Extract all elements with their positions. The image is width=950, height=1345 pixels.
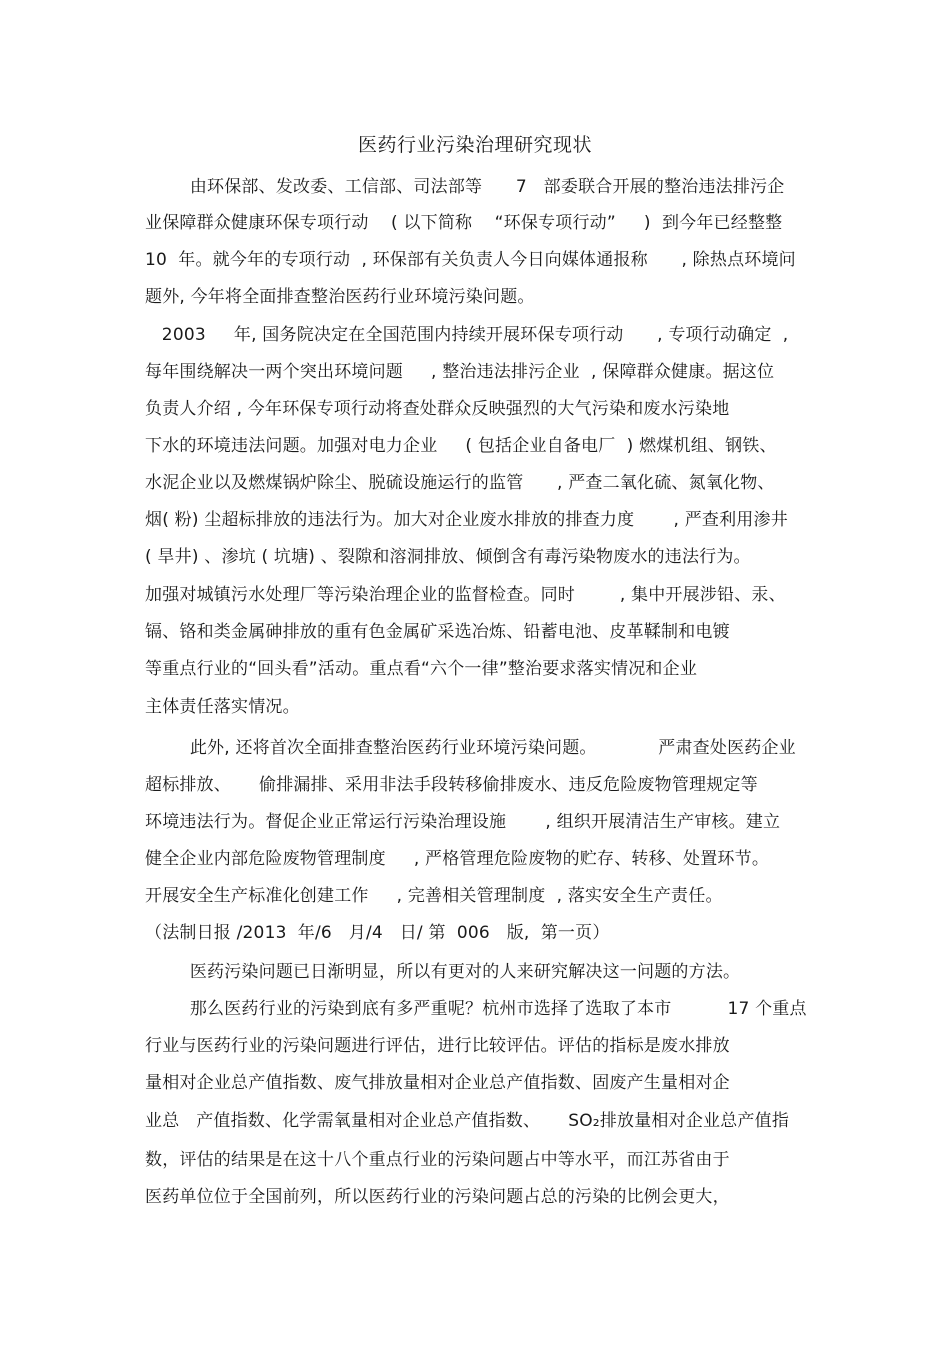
citation: （法制日报 /2013 年/6 月/4 日/ 第 006 版, 第一页） <box>145 923 610 943</box>
text-line: 业总 产值指数、化学需氧量相对企业总产值指数、 SO₂排放量相对企业总产值指 <box>145 1111 790 1131</box>
text-line: 环境违法行为。督促企业正常运行污染治理设施 , 组织开展清洁生产审核。建立 <box>145 812 781 832</box>
text-line: 超标排放、 偷排漏排、采用非法手段转移偷排废水、违反危险废物管理规定等 <box>145 775 758 795</box>
text-line: 10 年。就今年的专项行动 , 环保部有关负责人今日向媒体通报称 , 除热点环境问 <box>145 250 796 270</box>
text-line: 等重点行业的“回头看”活动。重点看“六个一律”整治要求落实情况和企业 <box>145 659 698 679</box>
text-line: 医药单位位于全国前列，所以医药行业的污染问题占总的污染的比例会更大， <box>145 1187 730 1207</box>
text-line: 那么医药行业的污染到底有多严重呢？杭州市选择了选取了本市 17 个重点 <box>145 999 807 1019</box>
text-line: 水泥企业以及燃煤锅炉除尘、脱硫设施运行的监管 , 严查二氧化硫、氮氧化物、 <box>145 473 775 493</box>
text-line: 2003 年, 国务院决定在全国范围内持续开展环保专项行动 , 专项行动确定 , <box>145 325 789 345</box>
text-line: 烟( 粉) 尘超标排放的违法行为。加大对企业废水排放的排查力度 , 严查利用渗井 <box>145 510 788 530</box>
text-line: 下水的环境违法问题。加强对电力企业 ( 包括企业自备电厂 ) 燃煤机组、钢铁、 <box>145 436 777 456</box>
text-line: 由环保部、发改委、工信部、司法部等 7 部委联合开展的整治违法排污企 <box>145 177 785 197</box>
text-line: 加强对城镇污水处理厂等污染治理企业的监督检查。同时 , 集中开展涉铅、汞、 <box>145 585 786 605</box>
text-line: 行业与医药行业的污染问题进行评估，进行比较评估。评估的指标是废水排放 <box>145 1036 730 1056</box>
text-line: 每年围绕解决一两个突出环境问题 , 整治违法排污企业 , 保障群众健康。据这位 <box>145 362 775 382</box>
text-line: 题外, 今年将全面排查整治医药行业环境污染问题。 <box>145 287 535 307</box>
text-line: 镉、铬和类金属砷排放的重有色金属矿采选冶炼、铅蓄电池、皮革鞣制和电镀 <box>145 622 730 642</box>
text-line: 医药污染问题已日渐明显，所以有更对的人来研究解决这一问题的方法。 <box>145 962 741 982</box>
text-line: 负责人介绍 , 今年环保专项行动将查处群众反映强烈的大气污染和废水污染地 <box>145 399 730 419</box>
text-line: ( 旱井) 、渗坑 ( 坑塘) 、裂隙和溶洞排放、倾倒含有毒污染物废水的违法行为。 <box>145 547 751 567</box>
text-line: 业保障群众健康环保专项行动 ( 以下简称 “环保专项行动” ) 到今年已经整整 <box>145 213 783 233</box>
text-line: 量相对企业总产值指数、废气排放量相对企业总产值指数、固废产生量相对企 <box>145 1073 730 1093</box>
text-line: 数，评估的结果是在这十八个重点行业的污染问题占中等水平，而江苏省由于 <box>145 1150 730 1170</box>
text-line: 健全企业内部危险废物管理制度 , 严格管理危险废物的贮存、转移、处置环节。 <box>145 849 770 869</box>
page-title: 医药行业污染治理研究现状 <box>357 134 592 156</box>
text-line: 此外, 还将首次全面排查整治医药行业环境污染问题。 严肃查处医药企业 <box>145 738 796 758</box>
text-line: 主体责任落实情况。 <box>145 697 300 717</box>
text-line: 开展安全生产标准化创建工作 , 完善相关管理制度 , 落实安全生产责任。 <box>145 886 723 906</box>
